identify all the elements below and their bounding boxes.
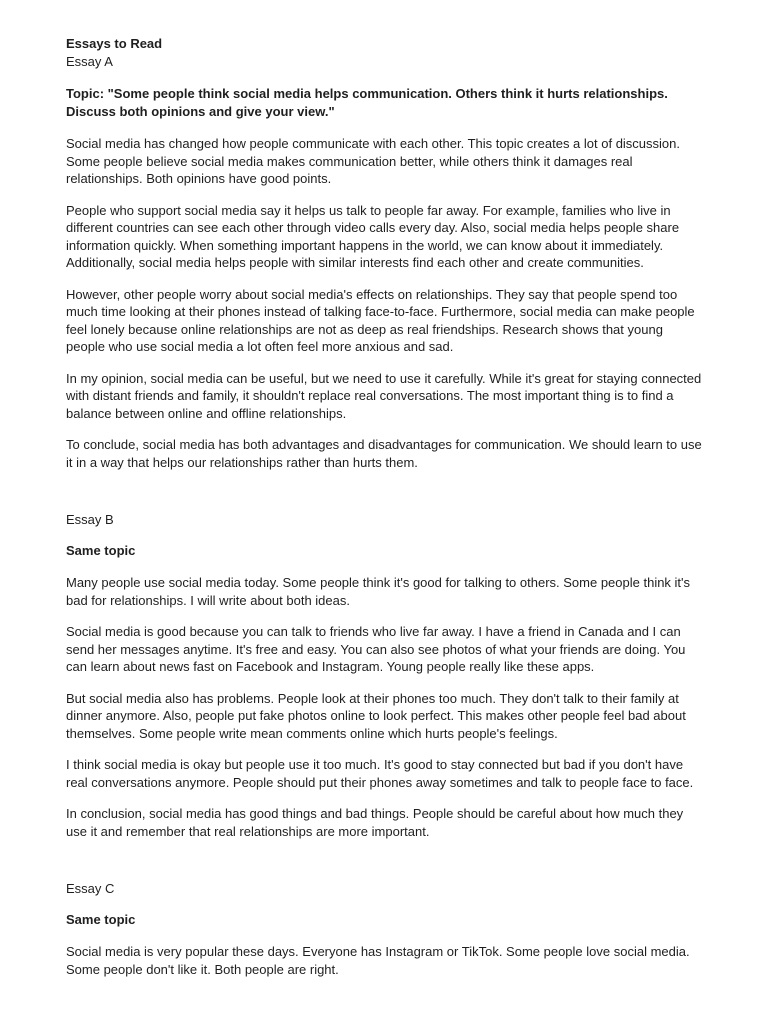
essay-c xyxy=(66,880,702,978)
essay-a-label: Essay A xyxy=(66,53,113,69)
essay-b-paragraph-4: I think social media is okay but people use it too much. It's good to stay connected but bad if you don't have real conversations anymore. People should put their phones away sometimes and talk to people face to face. xyxy=(66,757,694,790)
essay-c-paragraph-1: Social media is very popular these days. Everyone has Instagram or TikTok. Some people love social media. Some people don't like it. Both people are right. xyxy=(66,944,690,977)
essay-a-paragraph-4: In my opinion, social media can be useful, but we need to use it carefully. While it's great for staying connected with distant friends and family, it shouldn't replace real conversations. The most important thing is to find a balance between online and offline relationships. xyxy=(66,370,702,421)
essay-a-paragraph-5: To conclude, social media has both advantages and disadvantages for communication. We should learn to use it in a way that helps our relationships rather than hurts them. xyxy=(66,437,702,470)
essay-a-paragraph-1: Social media has changed how people communicate with each other. This topic creates a lot of discussion. Some people believe social media makes communication better, while others think it damages real relationships. Both opinions have good points. xyxy=(66,136,680,186)
essay-b-label: Essay B xyxy=(66,512,114,527)
essay-a-topic: Topic: "Some people think social media helps communication. Others think it hurts relationships. Discuss both opinions and give your view." xyxy=(66,86,668,119)
essay-a xyxy=(66,53,702,472)
essay-b-paragraph-3: But social media also has problems. People look at their phones too much. They don't talk to their family at dinner anymore. Also, people put fake photos online to look perfect. This makes other people feel bad about themselves. Some people write mean comments online which hurts people's feelings. xyxy=(66,690,686,741)
essay-b-paragraph-2: Social media is good because you can talk to friends who live far away. I have a friend in Canada and I can send her messages anytime. It's free and easy. You can also see photos of what your friends are doing. You can learn about news fast on Facebook and Instagram. Young people really like these apps. xyxy=(66,624,686,674)
essay-b-paragraph-1: Many people use social media today. Some people think it's good for talking to others. Some people think it's bad for relationships. I will write about both ideas. xyxy=(66,575,691,608)
essay-a-paragraph-3: However, other people worry about social media's effects on relationships. They say that people spend too much time looking at their phones instead of talking face-to-face. Furthermore, social media can make people feel lonely because online relationships are not as deep as real friendships. Research shows that young people who use social media a lot often feel more anxious and sad. xyxy=(66,286,695,354)
essay-b xyxy=(66,511,702,840)
essay-b-paragraph-5: In conclusion, social media has good things and bad things. People should be careful about how much they use it and remember that real relationships are more important. xyxy=(66,806,684,839)
essay-c-label: Essay C xyxy=(66,881,115,896)
document-title: Essays to Read xyxy=(66,36,163,51)
essay-a-paragraph-2: People who support social media say it helps us talk to people far away. For example, families who live in different countries can see each other through video calls every day. Also, social media helps people share information quickly. When something important happens in the world, we can know about it immediately. Additionally, social media helps people with similar interests find each other and create communities. xyxy=(66,202,680,270)
essay-c-topic: Same topic xyxy=(66,911,136,927)
essay-b-topic: Same topic xyxy=(66,542,136,558)
